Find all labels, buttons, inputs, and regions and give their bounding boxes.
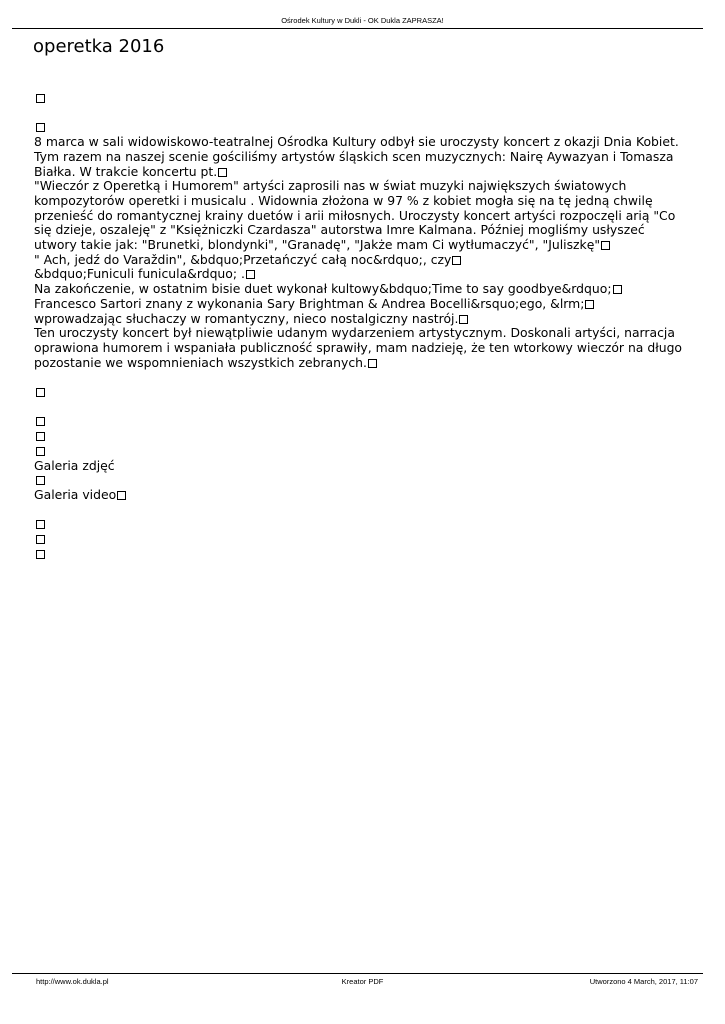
placeholder-glyph-line [34, 429, 696, 444]
missing-glyph-icon [452, 256, 461, 265]
gallery-video-line [34, 488, 696, 503]
placeholder-glyph-line [34, 385, 696, 400]
missing-glyph-icon [36, 550, 45, 559]
placeholder-glyph-line [34, 517, 696, 532]
article-text-line: " Ach, jedź do Varaždin", &bdquo;Przetańczyć całą noc&rdquo;, czy [34, 253, 696, 268]
site-title: Ośrodek Kultury w Dukli - OK Dukla ZAPRASZA! [281, 16, 444, 25]
article-text-line: utwory takie jak: "Brunetki, blondynki", "Granadę", "Jakże mam Ci wytłumaczyć", "Juliszkę" [34, 238, 696, 253]
article-text-line: przenieść do romantycznej krainy duetów i arii miłosnych. Uroczysty koncert artyści rozpoczęli arią "Co [34, 207, 676, 223]
article-text-line: się dzieje, oszaleję" z "Księżniczki Czardasza" autorstwa Imre Kalmana. Później mogliśmy usłyszeć [34, 222, 645, 238]
placeholder-glyph-line [34, 91, 696, 106]
article-body [34, 91, 696, 561]
article-text-line: wprowadzając słuchaczy w romantyczny, nieco nostalgiczny nastrój. [34, 312, 696, 327]
missing-glyph-icon [117, 491, 126, 500]
gallery-video-link[interactable]: Galeria video [34, 486, 117, 502]
article-text-line: Tym razem na naszej scenie gościliśmy artystów śląskich scen muzycznych: Nairę Aywazyan i Tomasza [34, 148, 674, 164]
article-text-line: Francesco Sartori znany z wykonania Sary Brightman & Andrea Bocelli&rsquo;ego, &lrm; [34, 297, 696, 312]
footer-generator: Kreator PDF [341, 977, 384, 986]
footer-divider [12, 973, 703, 974]
article-text-line: &bdquo;Funiculi funicula&rdquo; . [34, 267, 696, 282]
missing-glyph-icon [368, 359, 377, 368]
article-text-line: kompozytorów operetki i musicalu . Widownia złożona w 97 % z kobiet mogła się na tę jedną chwilę [34, 192, 653, 208]
placeholder-glyph-line [34, 414, 696, 429]
missing-glyph-icon [36, 123, 45, 132]
missing-glyph-icon [36, 520, 45, 529]
article-title: operetka 2016 [33, 36, 165, 57]
missing-glyph-icon [36, 476, 45, 485]
placeholder-glyph-line [34, 547, 696, 562]
placeholder-glyph-line [34, 444, 696, 459]
missing-glyph-icon [246, 270, 255, 279]
article-text-line: oprawiona humorem i wspaniała publiczność sprawiły, mam nadzieję, że ten wtorkowy wieczór na długo [34, 339, 683, 355]
missing-glyph-icon [36, 417, 45, 426]
missing-glyph-icon [36, 94, 45, 103]
missing-glyph-icon [36, 535, 45, 544]
placeholder-glyph-line [34, 120, 696, 135]
article-text-line: Ten uroczysty koncert był niewątpliwie udanym wydarzeniem artystycznym. Doskonali artyści, narracja [34, 325, 675, 341]
article-text-line: pozostanie we wspomnieniach wszystkich zebranych. [34, 356, 696, 371]
article-text-line: Na zakończenie, w ostatnim bisie duet wykonał kultowy&bdquo;Time to say goodbye&rdquo; [34, 282, 696, 297]
missing-glyph-icon [36, 432, 45, 441]
footer-created-date: Utworzono 4 March, 2017, 11:07 [589, 977, 698, 986]
header-divider [12, 28, 703, 29]
article-text-line: Białka. W trakcie koncertu pt. [34, 165, 696, 180]
missing-glyph-icon [459, 315, 468, 324]
article-text-line: "Wieczór z Operetką i Humorem" artyści zaprosili nas w świat muzyki największych światowych [34, 178, 627, 194]
missing-glyph-icon [601, 241, 610, 250]
footer-url[interactable]: http://www.ok.dukla.pl [36, 977, 109, 986]
missing-glyph-icon [36, 447, 45, 456]
missing-glyph-icon [218, 168, 227, 177]
gallery-photos-link[interactable]: Galeria zdjęć [34, 457, 115, 473]
placeholder-glyph-line [34, 473, 696, 488]
missing-glyph-icon [585, 300, 594, 309]
missing-glyph-icon [36, 388, 45, 397]
article-text-line: 8 marca w sali widowiskowo-teatralnej Ośrodka Kultury odbył sie uroczysty koncert z okazji Dnia Kobiet. [34, 134, 679, 150]
missing-glyph-icon [613, 285, 622, 294]
placeholder-glyph-line [34, 532, 696, 547]
